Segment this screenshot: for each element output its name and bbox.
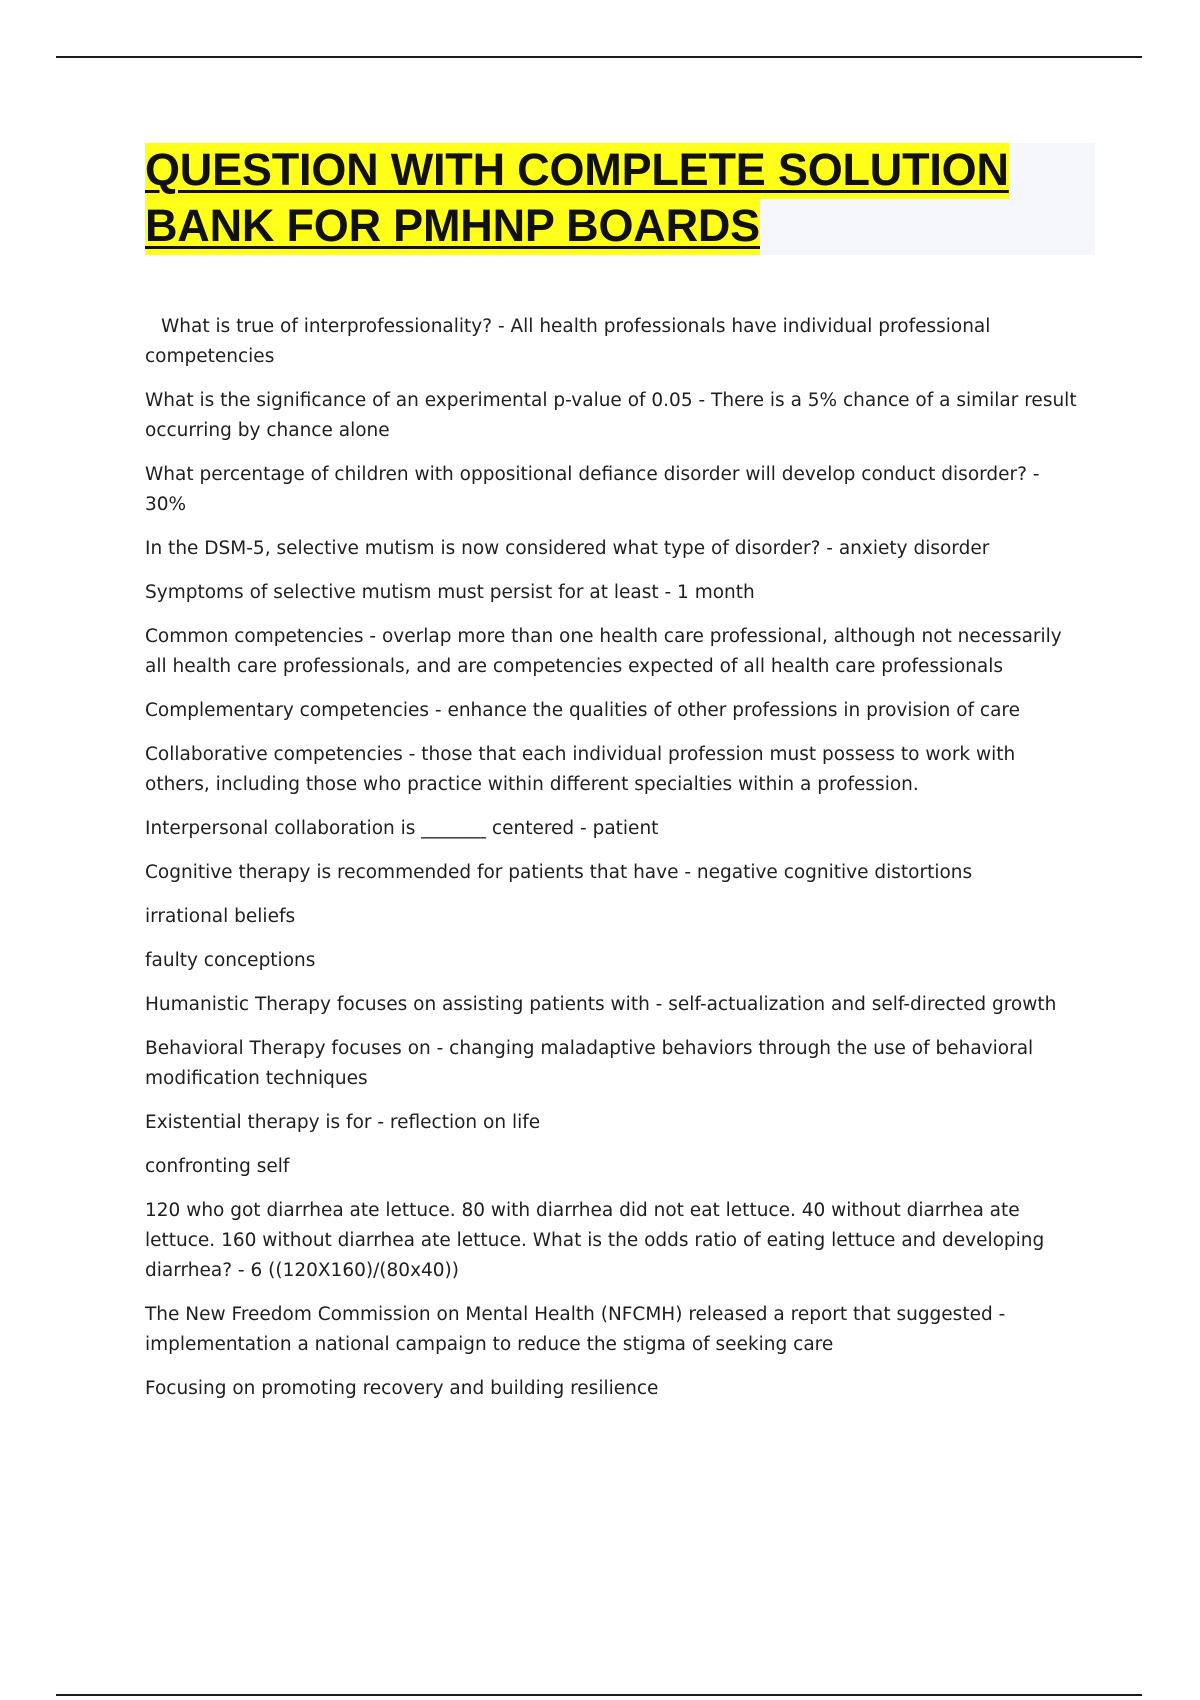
qa-paragraph: Symptoms of selective mutism must persist for at least - 1 month xyxy=(145,582,755,603)
qa-paragraph: Interpersonal collaboration is _______ centered - patient xyxy=(145,818,659,839)
qa-paragraph: Existential therapy is for - reflection on life xyxy=(145,1112,541,1133)
qa-paragraph: Focusing on promoting recovery and building resilience xyxy=(145,1378,659,1399)
qa-paragraph: irrational beliefs xyxy=(145,906,296,927)
qa-paragraph: What is the significance of an experimental p-value of 0.05 - There is a 5% chance of a similar result occurring by chance alone xyxy=(145,390,1077,441)
qa-paragraph: Complementary competencies - enhance the qualities of other professions in provision of care xyxy=(145,700,1021,721)
bottom-divider xyxy=(56,1694,1142,1696)
qa-paragraph: The New Freedom Commission on Mental Health (NFCMH) released a report that suggested - implementation a national campaign to reduce the stigma of seeking care xyxy=(145,1304,1006,1355)
title-line-2: BANK FOR PMHNP BOARDS xyxy=(145,199,760,255)
qa-paragraph: 120 who got diarrhea ate lettuce. 80 with diarrhea did not eat lettuce. 40 without diarrhea ate lettuce. 160 without diarrhea ate lettuce. What is the odds ratio of eating lettuce and developing diarrhea? - 6 ((120X160)/(80x40)) xyxy=(145,1200,1045,1281)
qa-paragraph: In the DSM-5, selective mutism is now considered what type of disorder? - anxiety disorder xyxy=(145,538,990,559)
title-line-1: QUESTION WITH COMPLETE SOLUTION xyxy=(145,143,1009,199)
qa-paragraph: Collaborative competencies - those that each individual profession must possess to work with others, including those who practice within different specialties within a profession. xyxy=(145,744,1016,795)
qa-paragraph: What percentage of children with oppositional defiance disorder will develop conduct disorder? - 30% xyxy=(145,464,1040,515)
qa-paragraph: Cognitive therapy is recommended for patients that have - negative cognitive distortions xyxy=(145,862,973,883)
qa-paragraph: Behavioral Therapy focuses on - changing maladaptive behaviors through the use of behavioral modification techniques xyxy=(145,1038,1034,1089)
qa-paragraph: What is true of interprofessionality? - All health professionals have individual professional competencies xyxy=(145,316,991,367)
document-body xyxy=(145,312,1085,1418)
qa-paragraph: faulty conceptions xyxy=(145,950,316,971)
qa-paragraph: confronting self xyxy=(145,1156,290,1177)
document-title xyxy=(145,143,1095,255)
top-divider xyxy=(56,56,1142,58)
qa-paragraph: Common competencies - overlap more than one health care professional, although not necessarily all health care professionals, and are competencies expected of all health care professionals xyxy=(145,626,1062,677)
qa-paragraph: Humanistic Therapy focuses on assisting patients with - self-actualization and self-directed growth xyxy=(145,994,1057,1015)
